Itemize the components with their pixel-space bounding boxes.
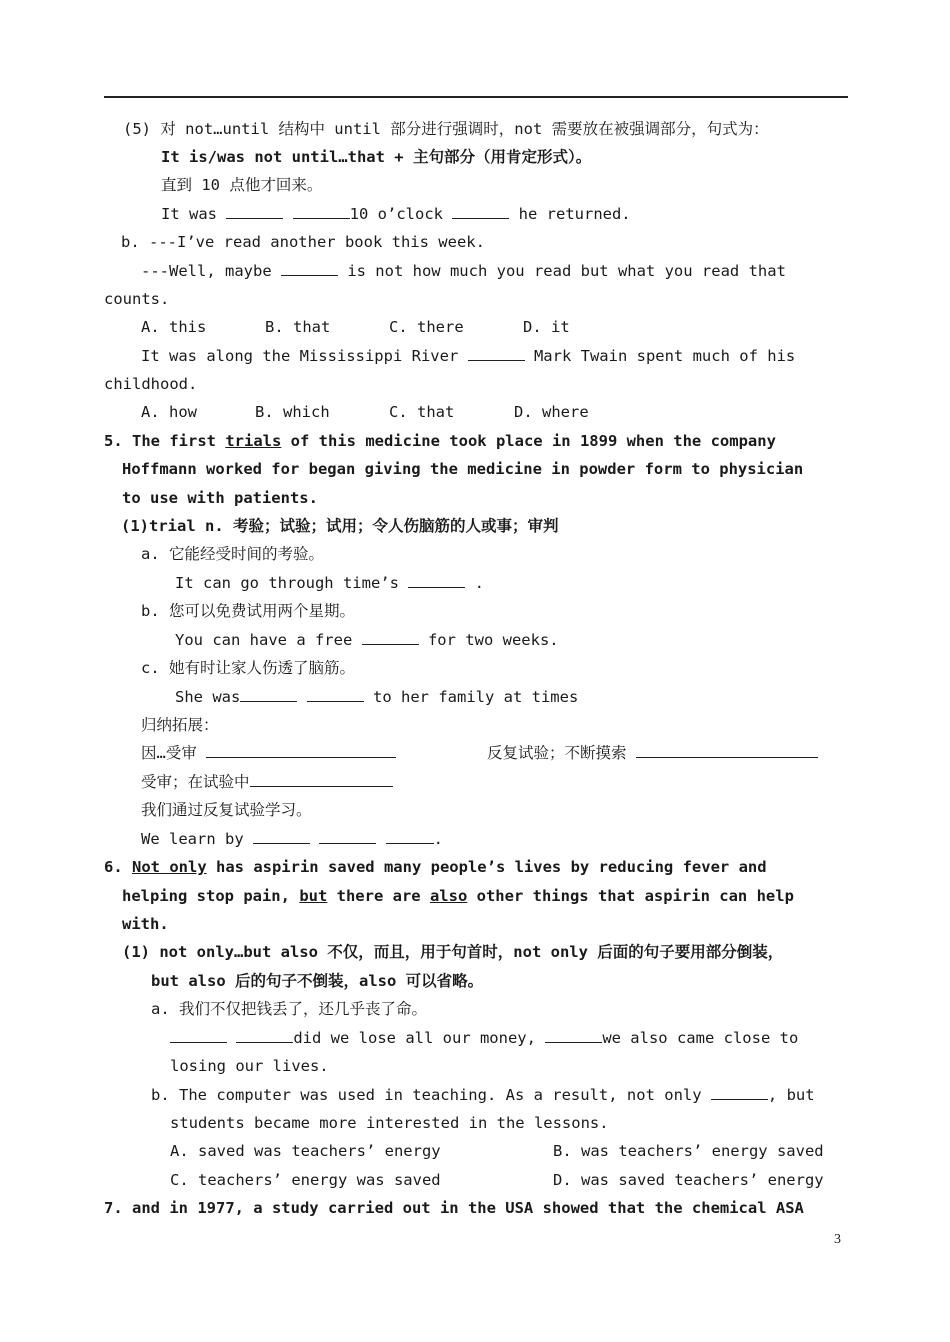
answer-blank[interactable] xyxy=(319,828,376,844)
text-line: to use with patients. xyxy=(122,489,318,507)
page-number: 3 xyxy=(834,1232,841,1247)
section-5-heading: 5. The first trials of this medicine took place in 1899 when the company xyxy=(104,432,776,450)
text-line: 反复试验；不断摸索 xyxy=(487,742,818,764)
text-line: counts. xyxy=(104,290,170,308)
text-line: students became more interested in the lessons. xyxy=(170,1114,609,1132)
text-line: You can have a free for two weeks. xyxy=(175,631,559,649)
header-rule xyxy=(104,96,848,98)
option-b: B. that xyxy=(265,318,331,336)
text-line: 因…受审 xyxy=(141,742,396,764)
text-line: c. 她有时让家人伤透了脑筋。 xyxy=(141,659,355,677)
text-line: b. 您可以免费试用两个星期。 xyxy=(141,602,355,620)
text-line: 归纳拓展： xyxy=(141,716,219,734)
answer-blank[interactable] xyxy=(386,828,434,844)
text-line: It can go through time’s . xyxy=(175,574,484,592)
text-line: b. ---I’ve read another book this week. xyxy=(121,233,485,251)
text-line: (1)trial n. 考验；试验；试用；令人伤脑筋的人或事；审判 xyxy=(121,517,559,535)
answer-blank[interactable] xyxy=(226,203,283,219)
option-d: D. it xyxy=(523,318,570,336)
answer-blank[interactable] xyxy=(711,1084,768,1100)
text-line: We learn by . xyxy=(141,830,444,848)
answer-blank[interactable] xyxy=(468,345,525,361)
text-line: (1) not only…but also 不仅，而且，用于句首时，not only 后面的句子要用部分倒装， xyxy=(122,943,784,961)
option-b: B. which xyxy=(255,403,330,421)
text-line: It is/was not until…that + 主句部分（用肯定形式）。 xyxy=(161,148,592,166)
answer-blank[interactable] xyxy=(636,742,818,758)
answer-blank[interactable] xyxy=(408,572,465,588)
option-a: A. saved was teachers’ energy xyxy=(170,1142,441,1160)
section-7-heading: 7. and in 1977, a study carried out in the USA showed that the chemical ASA xyxy=(104,1199,804,1217)
text-line: losing our lives. xyxy=(170,1057,329,1075)
answer-blank[interactable] xyxy=(240,686,297,702)
text-line: 受审；在试验中 xyxy=(141,771,393,793)
text-line: b. The computer was used in teaching. As a result, not only , but xyxy=(151,1086,815,1104)
answer-blank[interactable] xyxy=(452,203,509,219)
text-line: It was along the Mississippi River Mark Twain spent much of his xyxy=(141,347,796,365)
text-line: 直到 10 点他才回来。 xyxy=(161,176,323,194)
text-line: a. 我们不仅把钱丢了，还几乎丧了命。 xyxy=(151,1000,427,1018)
text-line: 我们通过反复试验学习。 xyxy=(141,801,312,819)
text-line: Hoffmann worked for began giving the medicine in powder form to physician xyxy=(122,460,804,478)
option-c: C. that xyxy=(389,403,455,421)
option-d: D. was saved teachers’ energy xyxy=(553,1171,824,1189)
answer-blank[interactable] xyxy=(545,1027,602,1043)
answer-blank[interactable] xyxy=(253,828,310,844)
text-line: but also 后的句子不倒装，also 可以省略。 xyxy=(151,972,484,990)
answer-blank[interactable] xyxy=(362,629,419,645)
option-a: A. how xyxy=(141,403,197,421)
text-line: a. 它能经受时间的考验。 xyxy=(141,545,324,563)
option-a: A. this xyxy=(141,318,207,336)
answer-blank[interactable] xyxy=(307,686,364,702)
text-line: She was to her family at times xyxy=(175,688,579,706)
text-line: ---Well, maybe is not how much you read but what you read that xyxy=(141,262,786,280)
answer-blank[interactable] xyxy=(281,260,338,276)
option-c: C. teachers’ energy was saved xyxy=(170,1171,441,1189)
answer-blank[interactable] xyxy=(293,203,350,219)
option-d: D. where xyxy=(514,403,589,421)
text-line: childhood. xyxy=(104,375,198,393)
text-line: helping stop pain, but there are also other things that aspirin can help xyxy=(122,887,794,905)
answer-blank[interactable] xyxy=(250,771,393,787)
section-6-heading: 6. Not only has aspirin saved many people’s lives by reducing fever and xyxy=(104,858,767,876)
answer-blank[interactable] xyxy=(170,1027,227,1043)
text-line: did we lose all our money, we also came close to xyxy=(170,1027,798,1049)
text-line: (5) 对 not…until 结构中 until 部分进行强调时，not 需要放在被强调部分，句式为： xyxy=(123,120,769,138)
option-c: C. there xyxy=(389,318,464,336)
answer-blank[interactable] xyxy=(236,1027,293,1043)
option-b: B. was teachers’ energy saved xyxy=(553,1142,824,1160)
text-line: with. xyxy=(122,915,169,933)
answer-blank[interactable] xyxy=(206,742,396,758)
text-line: It was 10 o’clock he returned. xyxy=(161,205,631,223)
